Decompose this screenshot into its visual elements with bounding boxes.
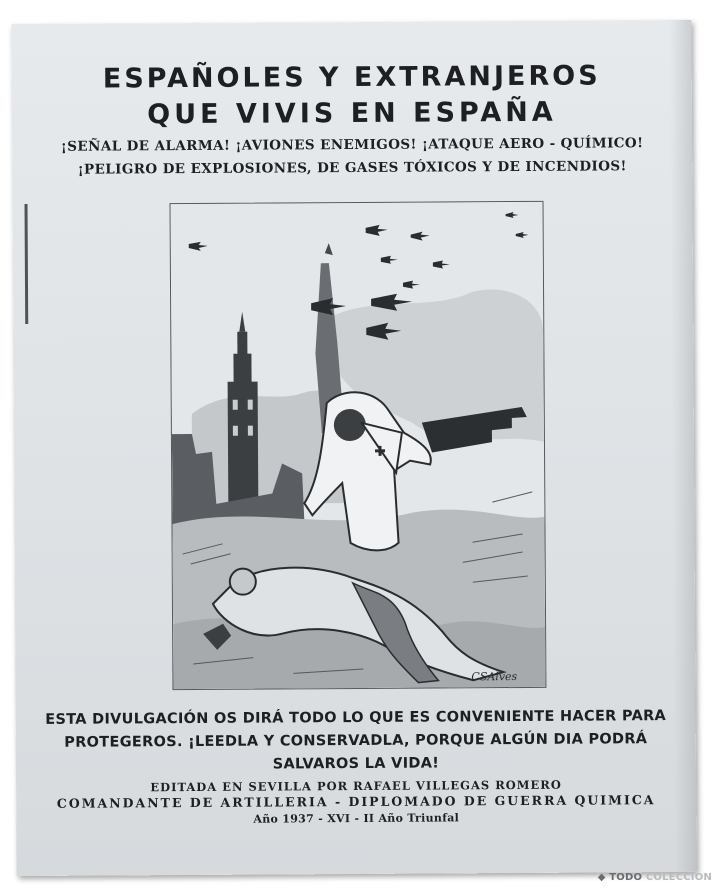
credit-line-3: Año 1937 - XVI - II Año Triunfal	[253, 811, 460, 826]
watermark-part-1: ◆ TODO	[597, 872, 643, 883]
watermark	[598, 872, 712, 883]
title-line-2: QUE VIVIS EN ESPAÑA	[147, 96, 557, 131]
subtitle-line-2: ¡PELIGRO DE EXPLOSIONES, DE GASES TÓXICOS Y DE INCENDIOS!	[77, 158, 627, 178]
body-line-3: SALVAROS LA VIDA!	[272, 755, 440, 773]
watermark-part-2: COLECCION	[645, 872, 712, 883]
credit-line-2: COMANDANTE DE ARTILLERIA - DIPLOMADO DE GUERRA QUIMICA	[56, 792, 656, 811]
body-line-1: ESTA DIVULGACIÓN OS DIRÁ TODO LO QUE ES CONVENIENTE HACER PARA	[45, 708, 667, 728]
booklet-cover	[11, 20, 696, 876]
cover-illustration	[170, 201, 547, 690]
artist-signature: CSAlves	[471, 670, 518, 684]
illustration-drawing	[171, 202, 546, 689]
body-line-2: PROTEGEROS. ¡LEEDLA Y CONSERVADLA, PORQUE ALGÚN DIA PODRÁ	[64, 731, 648, 751]
title-line-1: ESPAÑOLES Y EXTRANJEROS	[102, 60, 601, 95]
subtitle-line-1: ¡SEÑAL DE ALARMA! ¡AVIONES ENEMIGOS! ¡ATAQUE AERO - QUÍMICO!	[60, 135, 644, 155]
page-edge-shadow	[25, 204, 29, 324]
credit-line-1: EDITADA EN SEVILLA POR RAFAEL VILLEGAS ROMERO	[150, 777, 562, 795]
